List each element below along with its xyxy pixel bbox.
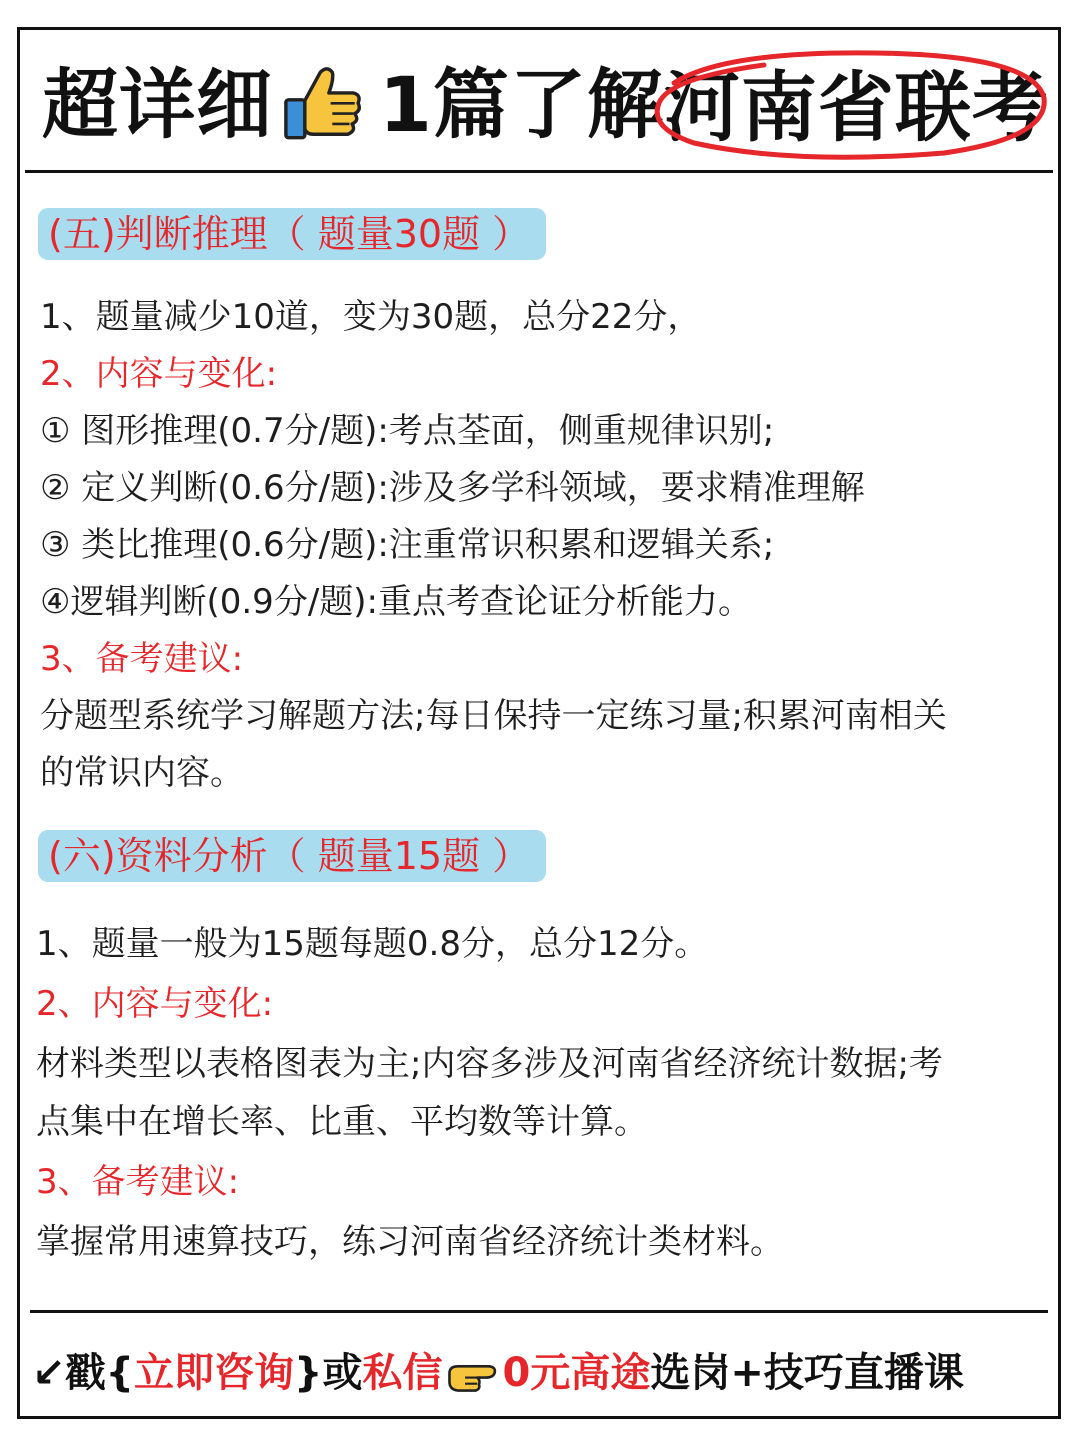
- section5-line-9: 的常识内容。: [40, 753, 244, 793]
- arrow-down-left-icon: ↙: [32, 1350, 66, 1396]
- footer-text-2: }或: [294, 1350, 363, 1396]
- section5-line-3: ① 图形推理(0.7分/题):考点荃面，侧重规律识别;: [40, 411, 775, 451]
- private-message-link[interactable]: 私信: [362, 1350, 443, 1396]
- title-part2: 1篇了解: [379, 60, 664, 149]
- section6-line-1: 1、题量一般为15题每题0.8分，总分12分。: [36, 924, 709, 964]
- page-frame: [17, 27, 1061, 1419]
- thumbs-up-icon: [279, 62, 365, 148]
- footer-text-3: 选岗+技巧直播课: [650, 1350, 964, 1396]
- pointing-hand-icon: [446, 1355, 498, 1395]
- header-divider: [25, 170, 1053, 173]
- section6-line-2: 2、内容与变化:: [36, 984, 274, 1024]
- section5-line-7: 3、备考建议:: [40, 639, 244, 679]
- section6-line-6: 掌握常用速算技巧，练习河南省经济统计类材料。: [36, 1222, 784, 1262]
- section5-line-4: ② 定义判断(0.6分/题):涉及多学科领域，要求精准理解: [40, 468, 865, 508]
- footer-cta: [32, 1338, 964, 1408]
- section5-line-1: 1、题量减少10道，变为30题，总分22分，: [40, 297, 702, 337]
- section5-line-8: 分题型系统学习解题方法;每日保持一定练习量;积累河南相关: [40, 696, 947, 736]
- title-part1: 超详细: [42, 60, 273, 149]
- section5-line-2: 2、内容与变化:: [40, 354, 278, 394]
- title-circled-text: 河南省联考: [663, 62, 1049, 152]
- page-title: [42, 50, 1049, 150]
- footer-text-1: 戳{: [65, 1350, 134, 1396]
- section5-line-6: ④逻辑判断(0.9分/题):重点考查论证分析能力。: [40, 582, 752, 622]
- section6-line-5: 3、备考建议:: [36, 1162, 240, 1202]
- section5-line-5: ③ 类比推理(0.6分/题):注重常识积累和逻辑关系;: [40, 525, 775, 565]
- header: [20, 30, 1058, 170]
- section6-line-3: 材料类型以表格图表为主;内容多涉及河南省经济统计数据;考: [36, 1044, 943, 1084]
- footer-divider: [30, 1310, 1048, 1313]
- section6-line-4: 点集中在增长率、比重、平均数等计算。: [36, 1102, 648, 1142]
- section5-tag: (五)判断推理（ 题量30题 ）: [38, 208, 546, 260]
- free-highlight: 0元高途: [502, 1350, 651, 1396]
- title-circled: [664, 53, 1049, 158]
- consult-link[interactable]: 立即咨询: [134, 1350, 294, 1396]
- section6-tag: (六)资料分析（ 题量15题 ）: [38, 830, 546, 882]
